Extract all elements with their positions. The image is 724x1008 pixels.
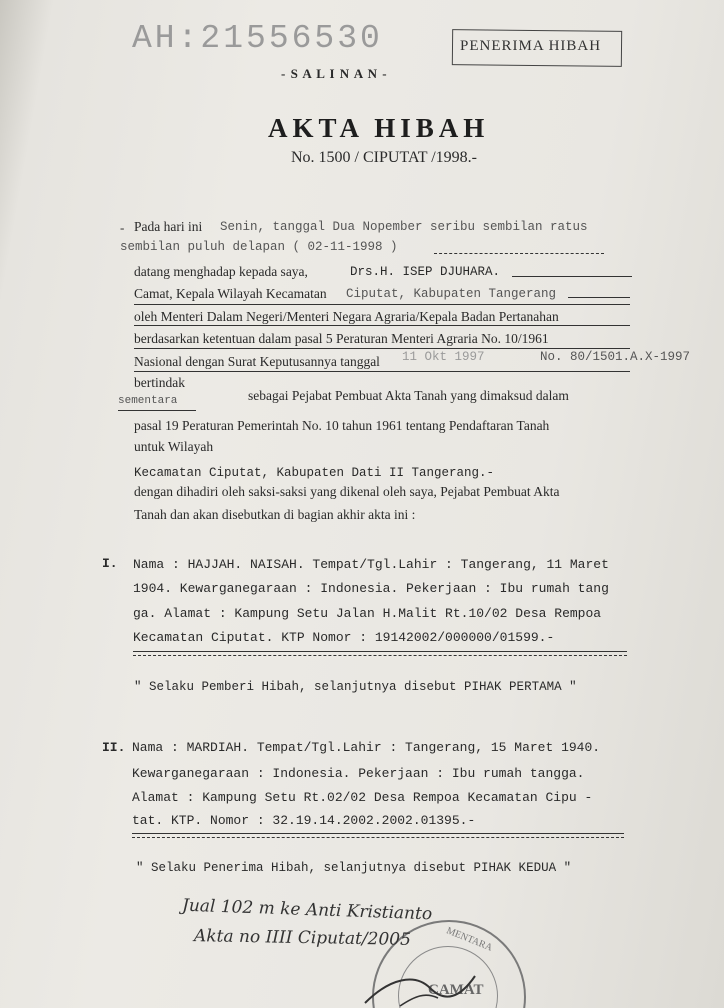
intro-appointment-text: oleh Menteri Dalam Negeri/Menteri Negara Agraria/Kepala Badan Pertanahan [134,309,559,324]
intro-appear-label: datang menghadap kepada saya, [134,264,308,279]
party2-number: II. [102,740,126,755]
seal-text: CAMAT [428,982,484,998]
party1-line: 1904. Kewarganegaraan : Indonesia. Pekerjaan : Ibu rumah tang [133,581,609,596]
decree-number: No. 80/1501.A.X-1997 [540,350,691,364]
party1-line: Nama : HAJJAH. NAISAH. Tempat/Tgl.Lahir : Tangerang, 11 Maret [133,557,609,572]
intro-day-label: Pada hari ini [134,219,203,234]
party2-line: Kewarganegaraan : Indonesia. Pekerjaan : Ibu rumah tangga. [132,766,585,781]
party1-line: Kecamatan Ciputat. KTP Nomor : 19142002/000000/01599.- [133,630,555,645]
intro-dash: - [120,220,125,235]
handwritten-note: Akta no IIII Ciputat/2005 [193,926,412,950]
recipient-stamp-label: PENERIMA HIBAH [460,38,602,54]
decree-date: 11 Okt 1997 [402,350,485,364]
office-region: Ciputat, Kabupaten Tangerang [346,287,557,301]
intro-office-label: Camat, Kepala Wilayah Kecamatan [134,286,327,301]
handwritten-note: Jual 102 m ke Anti Kristianto [181,895,433,925]
intro-day-value: Senin, tanggal Dua Nopember seribu sembilan ratus [220,220,588,234]
intro-area-label: untuk Wilayah [134,439,214,454]
party1-role: " Selaku Pemberi Hibah, selanjutnya disebut PIHAK PERTAMA " [134,680,577,694]
intro-basis-text: berdasarkan ketentuan dalam pasal 5 Peraturan Menteri Agraria No. 10/1961 [134,331,549,346]
deed-title: AKTA HIBAH [268,113,490,143]
party2-line: Alamat : Kampung Setu Rt.02/02 Desa Rempoa Kecamatan Cipu - [132,790,593,805]
fill-line [568,297,630,298]
section-divider [132,833,624,834]
fill-line [134,304,630,305]
section-divider [132,837,624,838]
deed-number: No. 1500 / CIPUTAT /1998.- [291,149,477,166]
intro-role-text: sebagai Pejabat Pembuat Akta Tanah yang dimaksud dalam [248,388,569,403]
fill-line [134,325,630,326]
copy-label: - S A L I N A N - [281,66,388,81]
section-divider [133,651,627,652]
acting-capacity: sementara [118,395,178,407]
signature-mark [360,968,480,1008]
fill-line [134,371,630,372]
intro-acting-label: bertindak [134,375,185,390]
intro-closing-text: Tanah dan akan disebutkan di bagian akhir akta ini : [134,507,416,522]
seal-text: MENTARA [444,925,494,954]
area-value: Kecamatan Ciputat, Kabupaten Dati II Tangerang.- [134,466,495,480]
fill-line [134,348,630,349]
party1-number: I. [102,556,118,571]
party2-role: " Selaku Penerima Hibah, selanjutnya disebut PIHAK KEDUA " [136,861,572,875]
fill-line [512,276,632,277]
intro-decree-label: Nasional dengan Surat Keputusannya tanggal [134,354,380,369]
official-name: Drs.H. ISEP DJUHARA. [350,265,501,279]
intro-regulation-text: pasal 19 Peraturan Pemerintah No. 10 tahun 1961 tentang Pendaftaran Tanah [134,418,550,433]
intro-witness-text: dengan dihadiri oleh saksi-saksi yang dikenal oleh saya, Pejabat Pembuat Akta [134,484,560,499]
party2-line: tat. KTP. Nomor : 32.19.14.2002.2002.01395.- [132,813,476,828]
serial-number: AH:21556530 [132,20,383,57]
fill-line [434,253,604,254]
fill-line [118,410,196,411]
party1-line: ga. Alamat : Kampung Setu Jalan H.Malit Rt.10/02 Desa Rempoa [133,606,602,621]
intro-date-value: sembilan puluh delapan ( 02-11-1998 ) [120,240,398,254]
party2-line: Nama : MARDIAH. Tempat/Tgl.Lahir : Tangerang, 15 Maret 1940. [132,740,601,755]
section-divider [133,655,627,656]
